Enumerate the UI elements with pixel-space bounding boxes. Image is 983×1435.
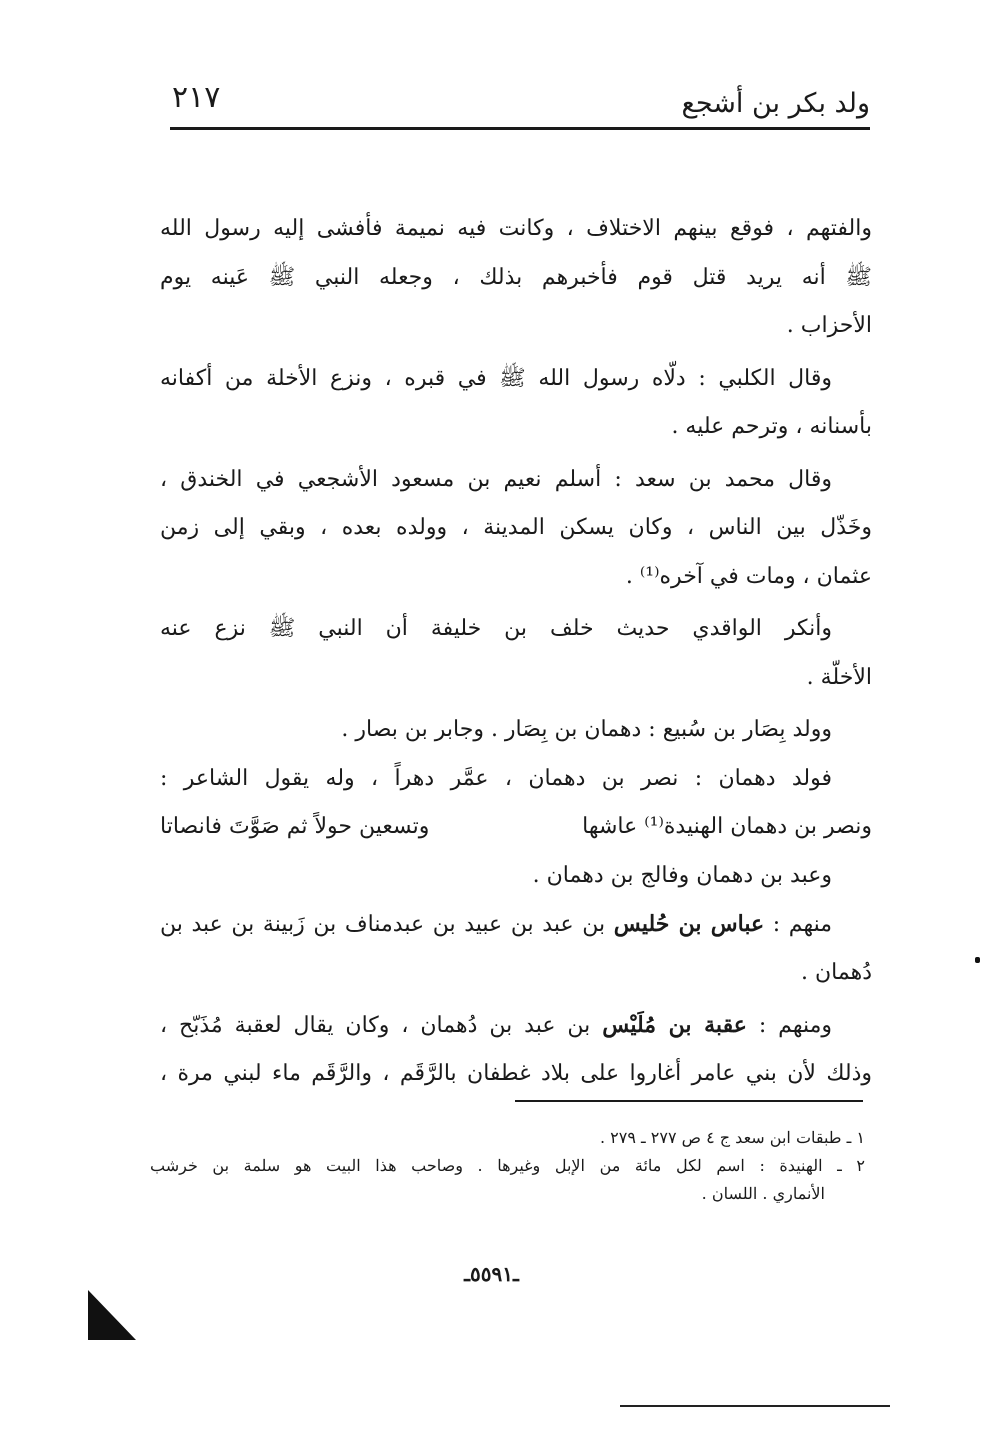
bottom-scan-line xyxy=(620,1405,890,1407)
body-line: فولد دهمان : نصر بن دهمان ، عمَّر دهراً ، وله يقول الشاعر : xyxy=(160,765,832,791)
scan-speck xyxy=(975,957,980,963)
body-line: وأنكر الواقدي حديث خلف بن خليفة أن النبي ﷺ نزع عنه xyxy=(160,616,832,641)
footnote-rule xyxy=(515,1100,863,1102)
body-line: وعبد بن دهمان وفالج بن دهمان . xyxy=(532,862,832,888)
footnotes xyxy=(150,1124,865,1208)
body-line: وقال محمد بن سعد : أسلم نعيم بن مسعود الأشجعي في الخندق ، xyxy=(160,466,832,492)
footnote-2: ٢ ـ الهنيدة : اسم لكل مائة من الإبل وغيرها . وصاحب هذا البيت هو سلمة بن خرشب xyxy=(150,1156,865,1175)
body-line: ﷺ أنه يريد قتل قوم فأخبرهم بذلك ، وجعله النبي ﷺ عَينه يوم xyxy=(160,264,872,290)
uqba-name: عقبة بن مُلَيْس xyxy=(602,1012,747,1038)
body-line: وولد بِصَار بن سُبيع : دهمان بن بِصَار . وجابر بن بصار . xyxy=(341,717,832,742)
poem-verse xyxy=(160,803,872,852)
footnote-2-continued: الأنماري . اللسان . xyxy=(701,1184,825,1203)
header-rule xyxy=(170,127,870,130)
body-line: والفتهم ، فوقع بينهم الاختلاف ، وكانت فيه نميمة فأفشى إليه رسول الله xyxy=(160,216,872,241)
verse-second-hemistich: وتسعين حولاً ثم صَوَّتَ فانصاتا xyxy=(160,814,430,839)
header-page-number: ٢١٧ xyxy=(172,80,221,115)
body-line-abbas xyxy=(160,900,872,949)
body-line: وقال الكلبي : دلّاه رسول الله ﷺ في قبره ، ونزع الأخلة من أكفانه xyxy=(160,365,832,391)
abbas-prefix: منهم : xyxy=(772,912,833,937)
body-line: الأخلّة . xyxy=(806,664,872,690)
body-line: وخَذّل بين الناس ، وكان يسكن المدينة ، وولده بعده ، وبقي إلى زمن xyxy=(160,515,872,540)
body-line: بأسنانه ، وترحم عليه . xyxy=(671,414,872,439)
body-text xyxy=(160,205,872,1098)
verse-first-hemistich: ونصر بن دهمان الهنيدة⁽¹⁾ عاشها xyxy=(582,814,872,839)
body-line: الأحزاب . xyxy=(786,313,872,338)
corner-triangle-mark xyxy=(88,1290,136,1340)
header-title: ولد بكر بن أشجع xyxy=(681,88,870,119)
body-line: عثمان ، ومات في آخره⁽¹⁾ . xyxy=(625,563,872,589)
page-footer-number: ـ٥٥٩١ـ xyxy=(464,1262,519,1286)
abbas-name: عباس بن حُليس xyxy=(613,911,765,937)
uqba-prefix: ومنهم : xyxy=(758,1013,833,1038)
body-line: دُهمان . xyxy=(801,959,872,985)
footnote-1: ١ ـ طبقات ابن سعد ج ٤ ص ٢٧٧ ـ ٢٧٩ . xyxy=(599,1128,865,1147)
abbas-lineage: بن عبد بن عبيد بن عبدمناف بن زَبينة بن عبد بن xyxy=(160,912,606,937)
uqba-lineage: بن عبد بن دُهمان ، وكان يقال لعقبة مُذَبّح ، xyxy=(160,1013,591,1038)
body-line-uqba xyxy=(160,1001,872,1050)
body-line: وذلك لأن بني عامر أغاروا على بلاد غطفان بالرَّقَم ، والرَّقَم ماء لبني مرة ، xyxy=(160,1060,872,1086)
